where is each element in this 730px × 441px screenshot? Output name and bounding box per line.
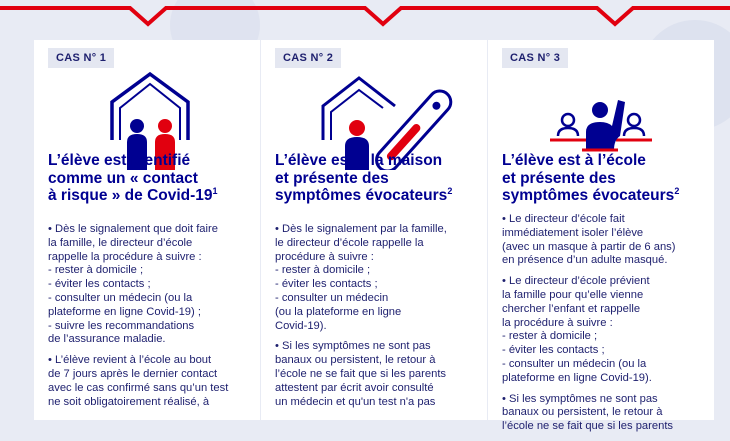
case-paragraph: • Le directeur d’école prévient la famille pour qu’elle vienne chercher l’enfant et rappelle la procédure à suivre : - rester à domicile ; - éviter les contacts ; - consulter un médecin (ou la plateforme en ligne Covid-19). bbox=[502, 275, 652, 384]
case-card-3 bbox=[488, 40, 714, 433]
case-paragraph: • L’élève revient à l’école au bout de 7 jours après le dernier contact avec le cas confirmé sans qu’un test ne soit obligatoirement réalisé, à bbox=[48, 354, 229, 408]
case-paragraph: • Le directeur d’école fait immédiatement isoler l’élève (avec un masque à partir de 6 ans) en présence d’un adulte masqué. bbox=[502, 213, 676, 267]
footnote-marker: 1 bbox=[212, 185, 218, 196]
case-title: L’élève est identifié comme un « contact à risque » de Covid-$19^1$ bbox=[48, 152, 218, 204]
case-title: L’élève est à la maison et présente des symptômes évocateurs$^2$ bbox=[275, 152, 453, 204]
case-body bbox=[48, 223, 252, 416]
case-badge: CAS N° 3 bbox=[502, 48, 568, 68]
flow-arrows bbox=[0, 0, 730, 30]
flow-line bbox=[0, 8, 730, 24]
case-body bbox=[502, 213, 706, 441]
case-card-2 bbox=[261, 40, 487, 420]
case-paragraph: • Dès le signalement par la famille, le directeur d’école rappelle la procédure à suivre : - rester à domicile ; - éviter les contacts ; - consulter un médecin (ou la plateforme en ligne Covid-19). bbox=[275, 223, 447, 332]
case-card-1 bbox=[34, 40, 260, 420]
case-body bbox=[275, 223, 479, 416]
case-title: L’élève est à l’école et présente des symptômes évocateurs$^2$ bbox=[502, 152, 680, 204]
case-badge: CAS N° 1 bbox=[48, 48, 114, 68]
case-paragraph: • Dès le signalement que doit faire la famille, le directeur d’école rappelle la procédure à suivre : - rester à domicile ; - éviter les contacts ; - consulter un médecin (ou la plateforme en ligne Covid-19) ; - suivre les recommandations de l’assurance maladie. bbox=[48, 223, 218, 346]
case-paragraph: • Si les symptômes ne sont pas banaux ou persistent, le retour à l’école ne se fait que si les parents bbox=[502, 392, 674, 433]
case-badge: CAS N° 2 bbox=[275, 48, 341, 68]
footnote-marker: 2 bbox=[447, 185, 453, 196]
footnote-marker: 2 bbox=[674, 185, 680, 196]
case-paragraph: • Si les symptômes ne sont pas banaux ou persistent, le retour à l’école ne se fait que si les parents attestent par écrit avoir consulté un médecin et qu'un test n'a pas bbox=[275, 340, 447, 408]
